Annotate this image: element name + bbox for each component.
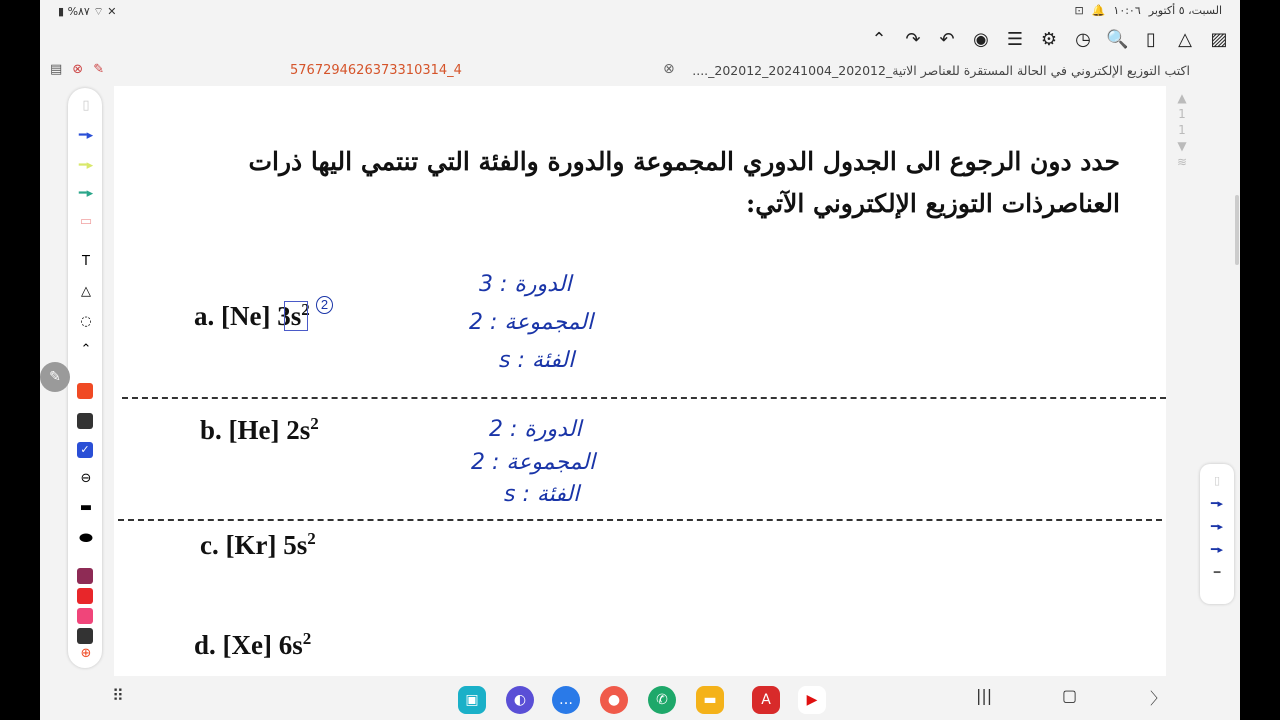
hand-b-block: الفئة : s: [504, 482, 580, 507]
app-messages-icon[interactable]: …: [552, 686, 580, 714]
item-b: b. [He] $2s^2$: [200, 414, 319, 445]
clock-icon[interactable]: ◷: [1075, 28, 1091, 50]
undo-icon[interactable]: ↶: [939, 28, 955, 50]
handwritten-box-mark: [284, 301, 308, 331]
color-swatch-blue-selected[interactable]: ✓: [77, 442, 93, 458]
thumb-eraser-icon[interactable]: ▯: [1213, 474, 1221, 487]
home-icon[interactable]: ▢: [1062, 686, 1078, 705]
thumb-handle-icon[interactable]: ━: [1213, 566, 1221, 579]
wifi-icon: ⌔: [93, 5, 104, 18]
thumb-pen-1-icon[interactable]: ━▸: [1210, 497, 1224, 510]
navigation-bar: [40, 678, 1240, 720]
color-swatch-orange[interactable]: [77, 383, 93, 399]
pen-thumbnail-panel: [1200, 464, 1234, 604]
hand-b-group: المجموعة : 2: [471, 450, 596, 475]
time-text: ١٠:٠٦: [1113, 4, 1141, 17]
layers-icon[interactable]: ≋: [1176, 155, 1188, 169]
pen-panel: [68, 88, 102, 668]
handwritten-circle-mark: 2: [316, 296, 333, 314]
battery-icon: ▮: [58, 5, 65, 18]
app-internet-icon[interactable]: ◐: [506, 686, 534, 714]
hand-a-group: المجموعة : 2: [469, 310, 594, 335]
size-small-icon[interactable]: ⊖: [80, 471, 92, 486]
image-icon[interactable]: ▨: [1210, 28, 1228, 50]
tab-list-icon[interactable]: ▤: [50, 62, 63, 77]
scrollbar[interactable]: [1235, 195, 1239, 265]
color-swatch-maroon[interactable]: [77, 568, 93, 584]
tab-bar: [40, 58, 1240, 84]
mute-icon: ✕: [107, 5, 117, 18]
menu-icon[interactable]: ☰: [1006, 28, 1024, 50]
app-youtube-icon[interactable]: ▶: [798, 686, 826, 714]
app-pdf-icon[interactable]: A: [752, 686, 780, 714]
lasso-icon[interactable]: ◌: [80, 314, 92, 329]
hand-a-block: الفئة : s: [499, 348, 575, 373]
date-text: السبت، ٥ أكتوبر: [1148, 4, 1222, 17]
settings-gear-icon[interactable]: ⚙: [1040, 28, 1058, 50]
app-drawer-icon[interactable]: ⠿: [112, 686, 124, 705]
recent-apps-icon[interactable]: |||: [976, 686, 993, 705]
search-doc-icon[interactable]: 🔍: [1106, 28, 1129, 50]
eraser-icon[interactable]: ▭: [79, 214, 93, 229]
floating-pen-icon[interactable]: ✎: [40, 362, 70, 392]
item-c: c. [Kr] $5s^2$: [200, 529, 316, 560]
page-number-total: 1: [1178, 123, 1186, 137]
text-tool-icon[interactable]: T: [82, 254, 90, 269]
shapes-icon[interactable]: △: [1178, 28, 1192, 50]
close-tab-icon[interactable]: ⊗: [72, 62, 84, 77]
page-down-icon[interactable]: ▼: [1177, 139, 1187, 153]
screenshot-icon: ⊡: [1074, 4, 1084, 17]
collapse-icon[interactable]: ⌃: [871, 28, 887, 50]
document-page: [114, 86, 1166, 676]
close-tab-icon-2[interactable]: ⊗: [663, 61, 675, 77]
color-swatch-pink[interactable]: [77, 608, 93, 624]
status-bar: [40, 0, 1240, 24]
page-indicator: [1168, 90, 1196, 200]
thumb-pen-3-icon[interactable]: ━▸: [1210, 543, 1224, 556]
hand-b-period: الدورة : 2: [489, 417, 582, 442]
item-d: d. [Xe] $6s^2$: [194, 629, 312, 660]
app-calendar-icon[interactable]: ▣: [458, 686, 486, 714]
app-contacts-icon[interactable]: ●: [600, 686, 628, 714]
page-number-current: 1: [1178, 107, 1186, 121]
notification-bell-icon: 🔔: [1091, 4, 1106, 17]
item-a: a. [Ne] $3s^2$: [194, 300, 310, 331]
battery-text: %٨٧: [67, 5, 90, 18]
size-large-icon[interactable]: ⬬: [79, 528, 93, 547]
size-medium-icon[interactable]: ▬: [79, 500, 93, 515]
color-swatch-red[interactable]: [77, 588, 93, 604]
tab-controls: [50, 62, 104, 77]
hand-a-period: الدورة : 3: [479, 272, 572, 297]
tab-active[interactable]: 5767294626373310314_4: [290, 63, 462, 78]
tab-inactive[interactable]: اكتب التوزيع الإلكتروني في الحالة المستقرة للعناصر الاتية_202012_20241004_202012_....: [692, 63, 1190, 78]
battery-status: [58, 5, 116, 19]
divider-line: [118, 519, 1162, 521]
eraser-pen-icon[interactable]: ▯: [82, 98, 90, 113]
fountain-pen-icon[interactable]: ━▸: [78, 128, 94, 143]
edit-pencil-icon[interactable]: ✎: [93, 62, 105, 77]
read-mode-icon[interactable]: ◉: [973, 28, 989, 50]
add-pen-icon[interactable]: ⊕: [80, 646, 92, 661]
divider-line: [122, 397, 1166, 399]
top-toolbar: [868, 26, 1230, 52]
highlighter-icon[interactable]: ━▸: [78, 158, 94, 173]
shapes-tool-icon[interactable]: △: [81, 284, 91, 299]
redo-icon[interactable]: ↷: [905, 28, 921, 50]
marker-icon[interactable]: ━▸: [78, 186, 94, 201]
date-time: [1074, 4, 1222, 17]
thumb-pen-2-icon[interactable]: ━▸: [1210, 520, 1224, 533]
app-folder-icon[interactable]: ▬: [696, 686, 724, 714]
tablet-screen: [40, 0, 1240, 720]
color-swatch-dark[interactable]: [77, 413, 93, 429]
color-swatch-black[interactable]: [77, 628, 93, 644]
back-icon[interactable]: 〉: [1150, 689, 1167, 708]
page-icon[interactable]: ▯: [1146, 28, 1156, 50]
app-phone-icon[interactable]: ✆: [648, 686, 676, 714]
collapse-pen-icon[interactable]: ⌃: [80, 342, 92, 357]
question-text: حدد دون الرجوع الى الجدول الدوري المجموعة والدورة والفئة التي تنتمي اليها ذرات العناصرذات التوزيع الإلكتروني الآتي:: [248, 147, 1120, 218]
page-up-icon[interactable]: ▲: [1177, 91, 1187, 105]
